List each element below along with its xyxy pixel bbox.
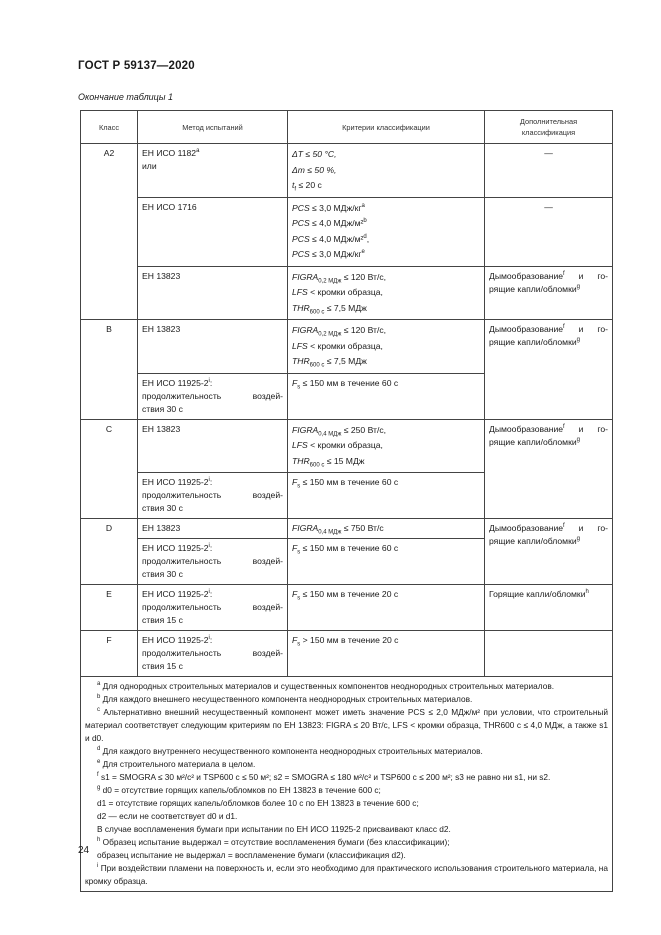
header-class: Класс — [81, 111, 138, 144]
class-cell-c: C — [81, 419, 138, 519]
additional-cell: Дымообразование$^f$ и го- рящие капли/обломки$^g$ — [485, 320, 613, 420]
class-cell-d: D — [81, 519, 138, 585]
classification-table — [80, 110, 613, 892]
class-cell-e: E — [81, 585, 138, 631]
footnote-c: $^c$ Альтернативно внешний несущественный компонент может иметь значение PCS ≤ 2,0 МДж/м² при условии, что строительный материал соответствует следующим критериям по ЕН 13823: FIGRA ≤ 20 Вт/с, LFS < кромки образца, THR600 с ≤ 4,0 МДж, а также s1 и d0. — [85, 707, 608, 743]
class-cell-a2: A2 — [81, 144, 138, 320]
criteria-cell: ΔT ≤ 50 °C, Δm ≤ 50 %, $t_f \le 20$ с — [288, 144, 485, 198]
footnote-d: $^d$ Для каждого внутреннего несущественного компонента неоднородных строительных материалов. — [97, 746, 483, 756]
method-cell: ЕН 13823 — [138, 266, 288, 320]
table-row — [81, 419, 613, 473]
footnote-g: $^g$ d0 = отсутствие горящих капель/обломков по ЕН 13823 в течение 600 с; — [97, 785, 381, 795]
footnote-g-line: d1 = отсутствие горящих капель/обломков более 10 с по ЕН 13823 в течение 600 с; — [97, 798, 419, 808]
table-row — [81, 631, 613, 677]
criteria-cell: $F_s \le 150$ мм в течение 60 с — [288, 539, 485, 585]
header-additional: Дополнительная классификация — [485, 111, 613, 144]
footnote-g-line: В случае воспламенения бумаги при испытании по ЕН ИСО 11925-2 присваивают класс d2. — [97, 824, 451, 834]
additional-cell: Дымообразование$^f$ и го- рящие капли/обломки$^g$ — [485, 419, 613, 519]
footnote-f: $^f$ s1 = SMOGRA ≤ 30 м²/с² и TSP600 с ≤ 50 м²; s2 = SMOGRA ≤ 180 м²/с² и TSP600 с ≤ 200 м²; s3 не равно ни s1, ни s2. — [97, 772, 551, 782]
table-row — [81, 144, 613, 198]
footnote-g-line: d2 — если не соответствует d0 и d1. — [97, 811, 238, 821]
criteria-cell: PCS ≤ 3,0 МДж/$кг^a$ PCS ≤ 4,0 МДж/м²$^b$ PCS ≤ 4,0 МДж/м²$^d$, PCS ≤ 3,0 МДж/$кг^e$ — [288, 197, 485, 266]
method-cell: ЕН 13823 — [138, 519, 288, 539]
criteria-cell: $FIGRA_{0,2 МДж} \le 120$ Вт/с, LFS < кромки образца, $THR_{600 с} \le 7,5$ МДж — [288, 266, 485, 320]
method-cell: ЕН ИСО 11925-2$^i$: продолжительность воздей- ствия 30 с — [138, 373, 288, 419]
additional-cell: Дымообразование$^f$ и го- рящие капли/обломки$^g$ — [485, 266, 613, 320]
criteria-cell: $F_s > 150$ мм в течение 20 с — [288, 631, 485, 677]
class-cell-b: B — [81, 320, 138, 420]
criteria-cell: $FIGRA_{0,4 МДж} \le 250$ Вт/с, LFS < кромки образца, $THR_{600 с} \le 15$ МДж — [288, 419, 485, 473]
table-row — [81, 197, 613, 266]
table-caption: Окончание таблицы 1 — [78, 92, 173, 102]
criteria-cell: $F_s \le 150$ мм в течение 60 с — [288, 373, 485, 419]
method-cell: ЕН ИСО 11925-2$^i$: продолжительность воздей- ствия 30 с — [138, 539, 288, 585]
additional-cell: Горящие капли/обломки$^h$ — [485, 585, 613, 631]
criteria-cell: $FIGRA_{0,4 МДж} \le 750$ Вт/с — [288, 519, 485, 539]
criteria-cell: $F_s \le 150$ мм в течение 20 с — [288, 585, 485, 631]
class-cell-f: F — [81, 631, 138, 677]
additional-cell: Дымообразование$^f$ и го- рящие капли/обломки$^g$ — [485, 519, 613, 585]
method-cell: ЕН 13823 — [138, 320, 288, 374]
additional-cell: — — [485, 197, 613, 266]
footnote-h-line: образец испытание не выдержал = воспламенение бумаги (классификация d2). — [97, 850, 406, 860]
footnote-a: $^a$ Для однородных строительных материалов и существенных компонентов неоднородных строительных материалов. — [97, 681, 555, 691]
header-method: Метод испытаний — [138, 111, 288, 144]
footnote-e: $^e$ Для строительного материала в целом. — [97, 759, 256, 769]
criteria-cell: $F_s \le 150$ мм в течение 60 с — [288, 473, 485, 519]
method-cell: ЕН 13823 — [138, 419, 288, 473]
footnotes-cell — [81, 677, 613, 892]
header-criteria: Критерии классификации — [288, 111, 485, 144]
criteria-cell: $FIGRA_{0,2 МДж} \le 120$ Вт/с, LFS < кромки образца, $THR_{600 с} \le 7,5$ МДж — [288, 320, 485, 374]
footnotes-row — [81, 677, 613, 892]
table-row — [81, 320, 613, 374]
additional-cell: — — [485, 144, 613, 198]
additional-cell — [485, 631, 613, 677]
method-cell: ЕН ИСО 1716 — [138, 197, 288, 266]
footnote-i: $^i$ При воздействии пламени на поверхность и, если это необходимо для практического использования строительного материала, на кромку образца. — [85, 863, 608, 886]
table-row — [81, 266, 613, 320]
page-number: 24 — [78, 845, 90, 856]
footnote-h: $^h$ Образец испытание выдержал = отсутствие воспламенения бумаги (без классификации); — [97, 837, 450, 847]
table-row — [81, 519, 613, 539]
method-cell: ЕН ИСО 11925-2$^i$: продолжительность воздей- ствия 15 с — [138, 631, 288, 677]
method-cell: ЕН ИСО 1182$^a$ или — [138, 144, 288, 198]
method-cell: ЕН ИСО 11925-2$^i$: продолжительность воздей- ствия 15 с — [138, 585, 288, 631]
method-cell: ЕН ИСО 11925-2$^i$: продолжительность воздей- ствия 30 с — [138, 473, 288, 519]
table-row — [81, 585, 613, 631]
footnote-b: $^b$ Для каждого внешнего несущественного компонента неоднородных строительных материалов. — [97, 694, 473, 704]
document-header: ГОСТ Р 59137—2020 — [78, 60, 195, 72]
table-header-row — [81, 111, 613, 144]
